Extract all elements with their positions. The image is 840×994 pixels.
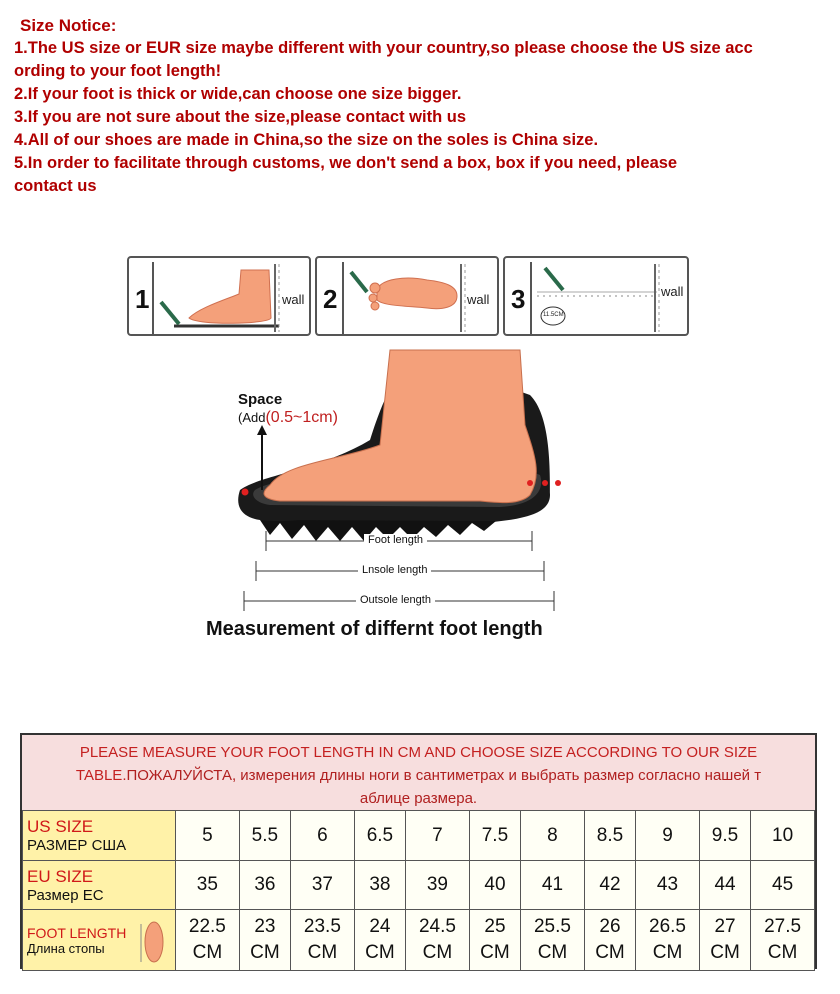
add-label <box>238 409 338 427</box>
table-cell: 7 <box>406 811 470 861</box>
table-cell: 8.5 <box>584 811 635 861</box>
table-cell: 39 <box>406 861 470 910</box>
notice-line: 5.In order to facilitate through customs, we don't send a box, box if you need, please <box>14 154 678 172</box>
foot-length-cell: 24.5 CM <box>406 910 470 971</box>
table-cell: 41 <box>521 861 585 910</box>
chart-header <box>22 735 815 810</box>
insole-length-label: Lnsole length <box>358 564 431 576</box>
table-cell: 44 <box>699 861 750 910</box>
footprint-icon <box>139 914 169 966</box>
notice-line: ording to your foot length! <box>14 62 222 80</box>
table-cell: 6.5 <box>354 811 405 861</box>
table-cell: 38 <box>354 861 405 910</box>
foot-length-cell: 23.5 CM <box>291 910 355 971</box>
size-table <box>22 810 815 971</box>
table-cell: 40 <box>469 861 520 910</box>
wall-label: wall <box>467 292 490 307</box>
foot-length-cell: 26.5 CM <box>636 910 700 971</box>
step-2-number: 2 <box>323 284 338 314</box>
step-1-number: 1 <box>135 284 150 314</box>
table-cell: 8 <box>521 811 585 861</box>
step-2-panel <box>315 256 499 336</box>
diagram-caption: Measurement of differnt foot length <box>206 618 543 640</box>
table-row-us <box>23 811 815 861</box>
size-chart <box>20 733 817 969</box>
step-3-number: 3 <box>511 284 526 314</box>
foot-length-cell: 25 CM <box>469 910 520 971</box>
foot-length-cell: 22.5 CM <box>176 910 240 971</box>
chart-header-table: TABLE. <box>75 767 127 784</box>
wall-label: wall <box>661 284 684 299</box>
table-cell: 45 <box>751 861 815 910</box>
table-cell: 35 <box>176 861 240 910</box>
notice-line: contact us <box>14 177 97 195</box>
add-prefix: (Add <box>238 410 266 425</box>
foot-length-row-label: FOOT LENGTH Длина стопы <box>23 910 176 971</box>
notice-title: Size Notice: <box>20 16 117 35</box>
foot-length-cell: 23 CM <box>239 910 290 971</box>
measuring-steps <box>127 256 689 336</box>
eu-size-label: EU SIZE Размер ЕС <box>23 861 176 910</box>
table-row-eu <box>23 861 815 910</box>
table-cell: 9.5 <box>699 811 750 861</box>
foot-length-cell: 24 CM <box>354 910 405 971</box>
chart-header-ru: ПОЖАЛУЙСТА, измерения длины ноги в сантиметрах и выбрать размер согласно нашей т <box>126 767 762 784</box>
table-row-foot <box>23 910 815 971</box>
table-cell: 37 <box>291 861 355 910</box>
wall-label: wall <box>282 292 305 307</box>
table-cell: 9 <box>636 811 700 861</box>
space-label: Space <box>238 391 283 408</box>
notice-line: 1.The US size or EUR size maybe different with your country,so please choose the US size acc <box>14 39 753 57</box>
foot-length-cell: 25.5 CM <box>521 910 585 971</box>
table-cell: 43 <box>636 861 700 910</box>
chart-header-ru-line <box>22 764 815 787</box>
add-range: (0.5~1cm) <box>265 409 338 426</box>
table-cell: 42 <box>584 861 635 910</box>
chart-header-en: PLEASE MEASURE YOUR FOOT LENGTH IN CM AND CHOOSE SIZE ACCORDING TO OUR SIZE <box>79 744 758 761</box>
chart-header-ru2: аблице размера. <box>359 790 478 807</box>
table-cell: 10 <box>751 811 815 861</box>
foot-length-cell: 26 CM <box>584 910 635 971</box>
step-1-panel <box>127 256 311 336</box>
notice-line: 3.If you are not sure about the size,please contact with us <box>14 108 467 126</box>
foot-length-cell: 27.5 CM <box>751 910 815 971</box>
outsole-length-label: Outsole length <box>356 594 435 606</box>
foot-length-label: Foot length <box>364 534 427 546</box>
us-size-label: US SIZE РАЗМЕР США <box>23 811 176 861</box>
table-cell: 5 <box>176 811 240 861</box>
foot-length-cell: 27 CM <box>699 910 750 971</box>
table-cell: 5.5 <box>239 811 290 861</box>
table-cell: 36 <box>239 861 290 910</box>
table-cell: 7.5 <box>469 811 520 861</box>
ruler-value: 11.5CM <box>543 312 564 318</box>
step-3-panel <box>503 256 689 336</box>
foot-measurement-diagram <box>200 345 600 620</box>
notice-line: 2.If your foot is thick or wide,can choose one size bigger. <box>14 85 462 103</box>
shoe-foot-illustration <box>200 345 600 620</box>
size-notice <box>14 14 829 198</box>
notice-line: 4.All of our shoes are made in China,so the size on the soles is China size. <box>14 131 599 149</box>
table-cell: 6 <box>291 811 355 861</box>
